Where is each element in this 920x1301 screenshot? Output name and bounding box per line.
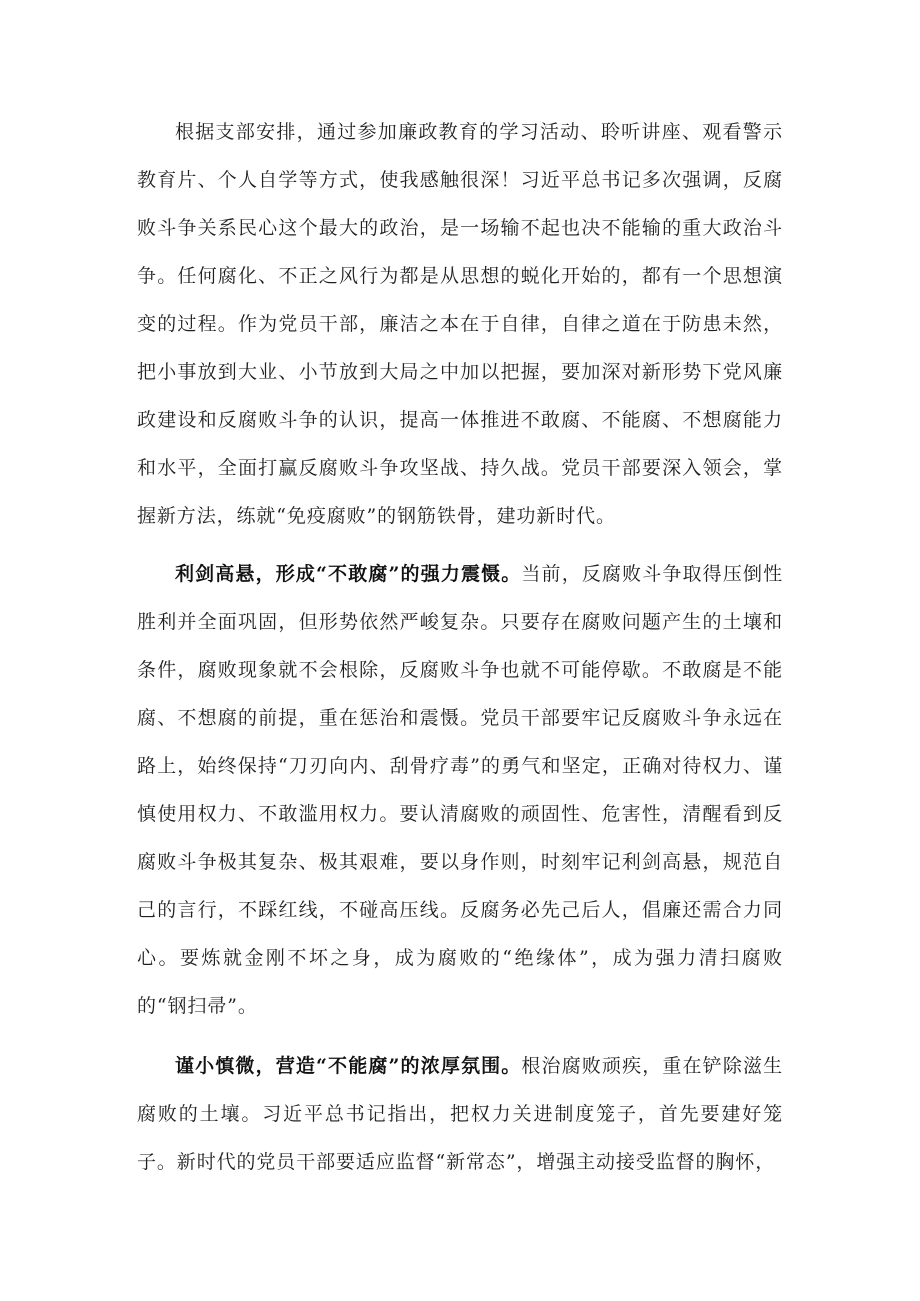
paragraph-deterrence (137, 550, 783, 1030)
paragraph-deterrence-heading: 利剑高悬，形成“不敢腐”的强力震慑。 (175, 563, 522, 585)
paragraph-prevention (137, 1042, 783, 1186)
paragraph-deterrence-body: 当前，反腐败斗争取得压倒性胜利并全面巩固，但形势依然严峻复杂。只要存在腐败问题产生的土壤和条件，腐败现象就不会根除，反腐败斗争也就不可能停歇。不敢腐是不能腐、不想腐的前提，重在惩治和震慑。党员干部要牢记反腐败斗争永远在路上，始终保持“刀刃向内、刮骨疗毒”的勇气和坚定，正确对待权力、谨慎使用权力、不敢滥用权力。要认清腐败的顽固性、危害性，清醒看到反腐败斗争极其复杂、极其艰难，要以身作则，时刻牢记利剑高悬，规范自己的言行，不踩红线，不碰高压线。反腐务必先己后人，倡廉还需合力同心。要炼就金刚不坏之身，成为腐败的“绝缘体”，成为强力清扫腐败的“钢扫帚”。 (137, 563, 784, 1017)
paragraph-intro-body: 根据支部安排，通过参加廉政教育的学习活动、聆听讲座、观看警示教育片、个人自学等方式，使我感触很深！习近平总书记多次强调，反腐败斗争关系民心这个最大的政治，是一场输不起也决不能输的重大政治斗争。任何腐化、不正之风行为都是从思想的蜕化开始的，都有一个思想演变的过程。作为党员干部，廉洁之本在于自律，自律之道在于防患未然，把小事放到大业、小节放到大局之中加以把握，要加深对新形势下党风廉政建设和反腐败斗争的认识，提高一体推进不敢腐、不能腐、不想腐能力和水平，全面打赢反腐败斗争攻坚战、持久战。党员干部要深入领会，掌握新方法，练就“免疫腐败”的钢筋铁骨，建功新时代。 (137, 121, 783, 527)
paragraph-prevention-heading: 谨小慎微，营造“不能腐”的浓厚氛围。 (175, 1055, 522, 1077)
paragraph-intro (137, 108, 783, 540)
paragraph-prevention-body: 根治腐败顽疾，重在铲除滋生腐败的土壤。习近平总书记指出，把权力关进制度笼子，首先要建好笼子。新时代的党员干部要适应监督“新常态”，增强主动接受监督的胸怀， (137, 1055, 784, 1173)
